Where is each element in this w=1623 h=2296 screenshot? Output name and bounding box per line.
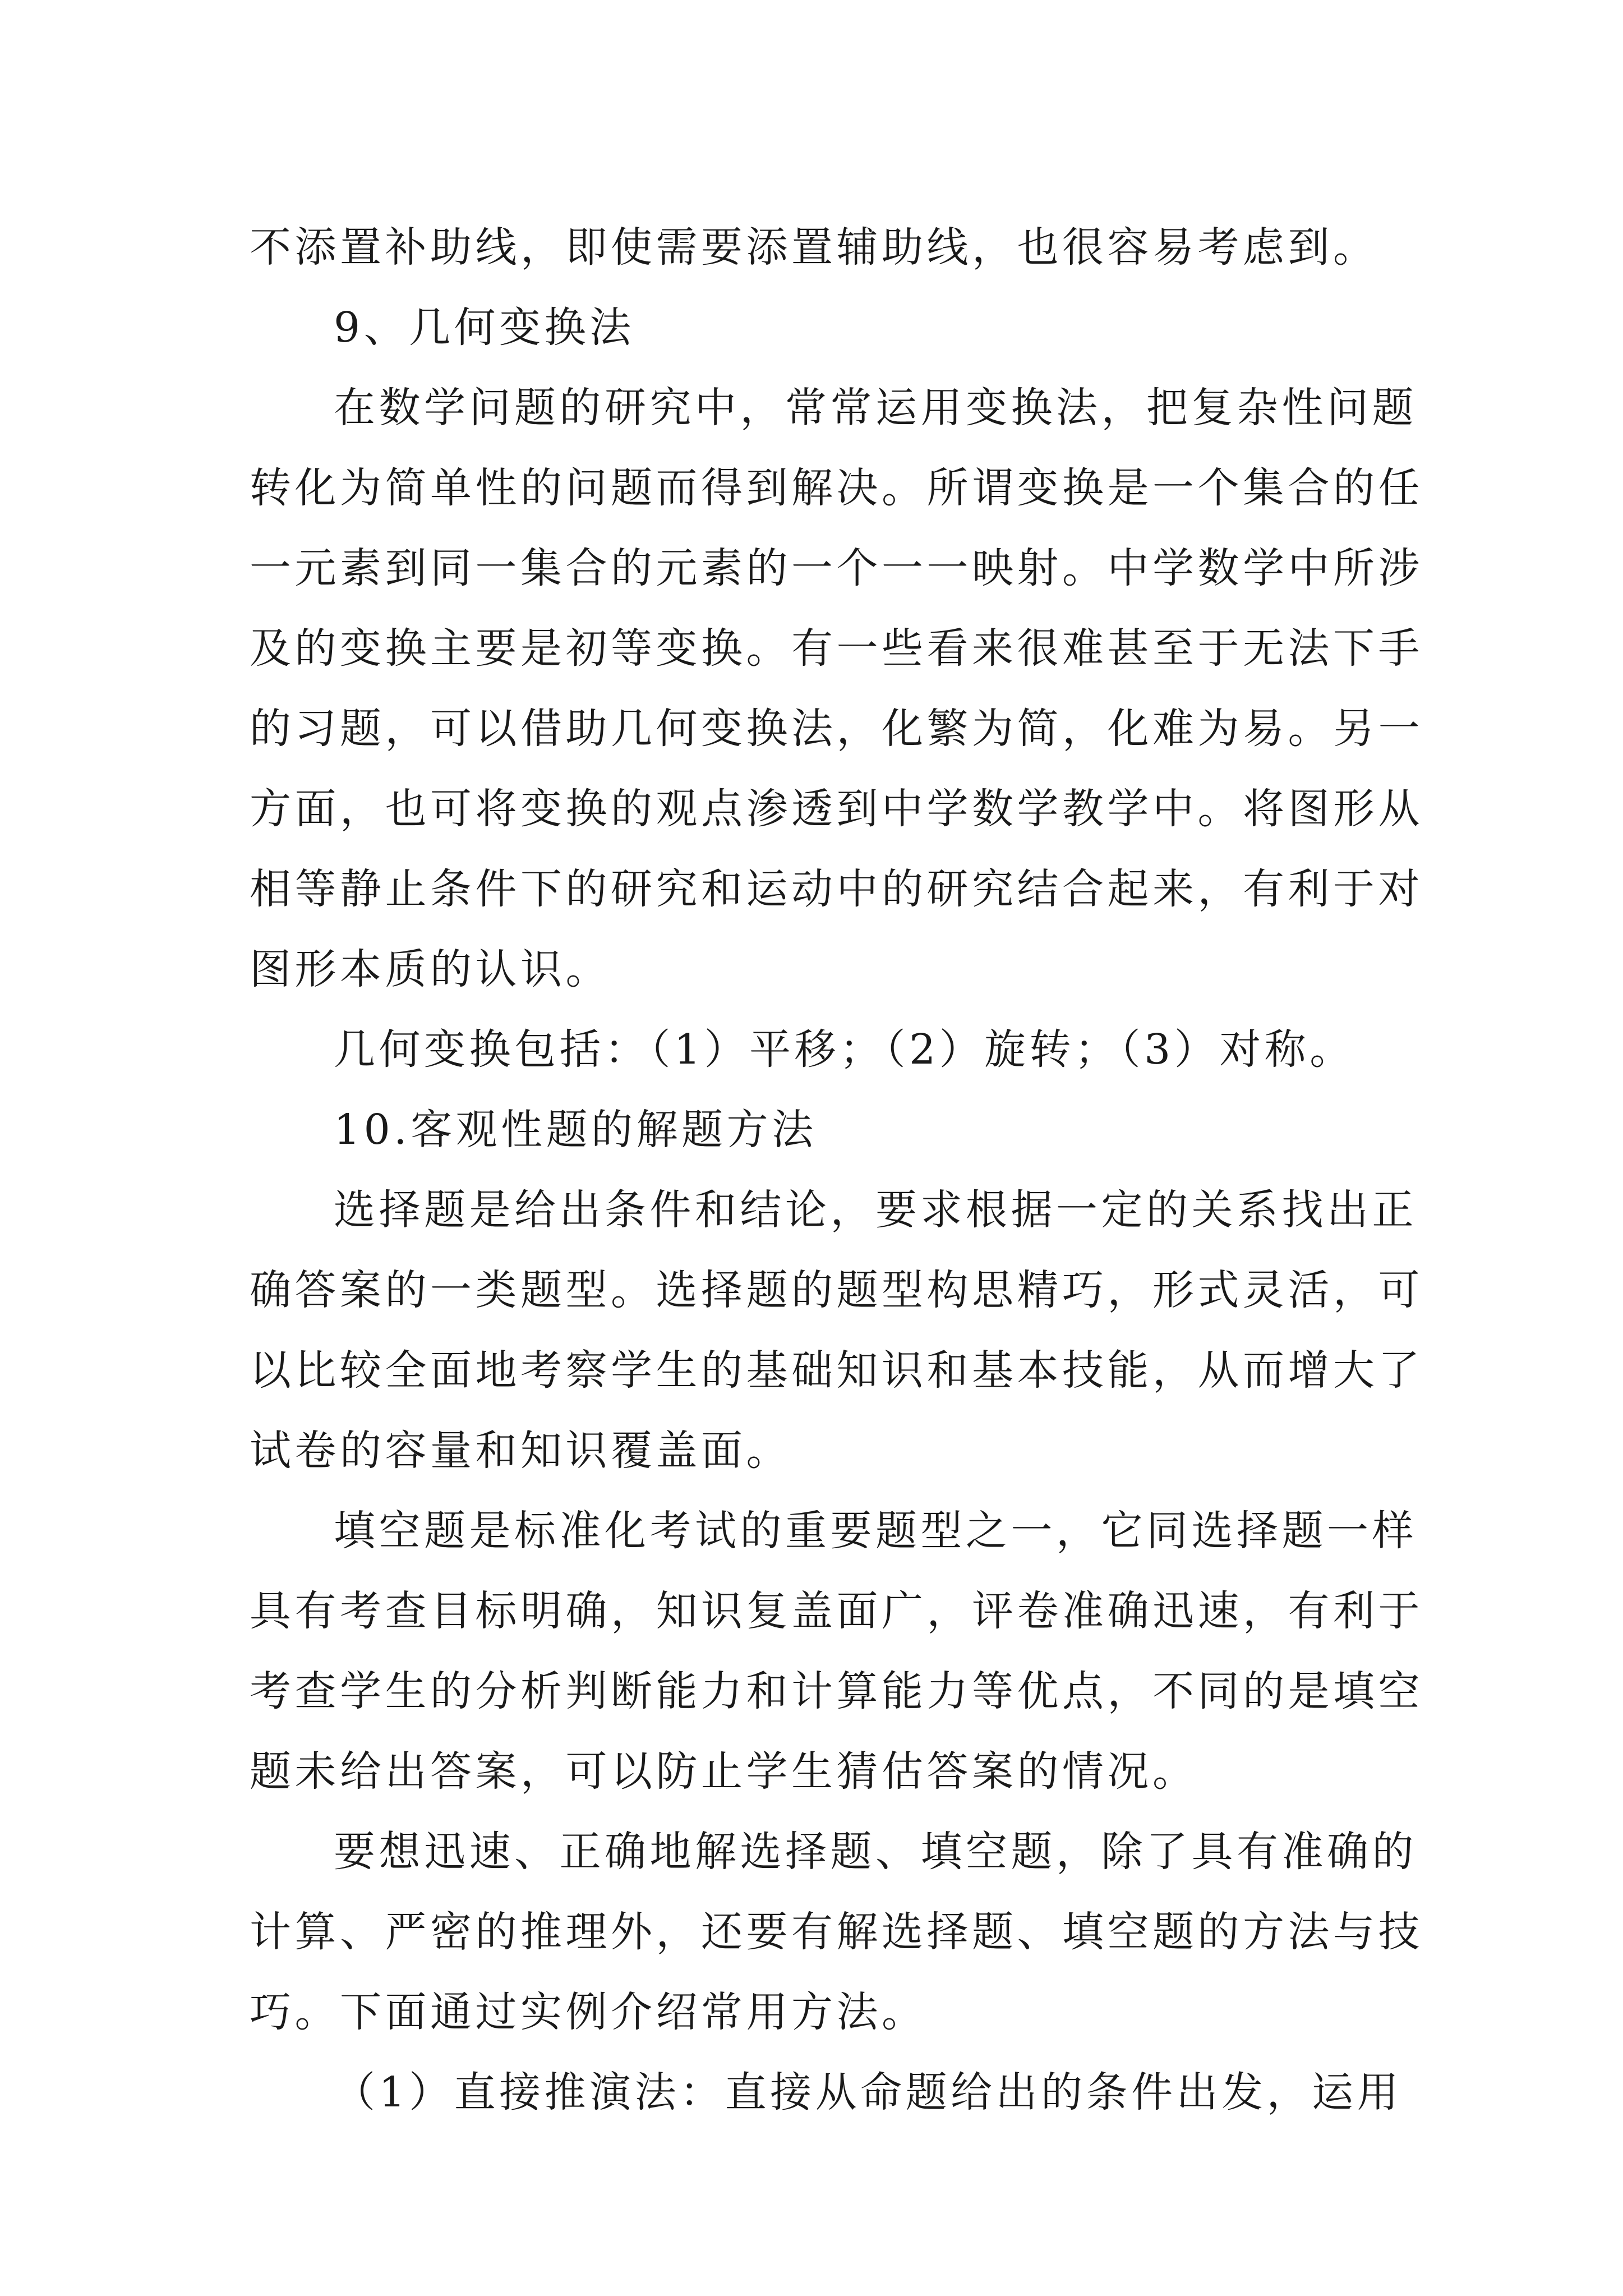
text-line: 考查学生的分析判断能力和计算能力等优点，不同的是填空 [250,1667,1423,1715]
text-line: 的习题，可以借助几何变换法，化繁为简，化难为易。另一 [250,705,1423,753]
text-line: 一元素到同一集合的元素的一个一一映射。中学数学中所涉 [250,544,1423,592]
section-heading: 9、几何变换法 [334,303,635,352]
paragraph-line: 在数学问题的研究中，常常运用变换法，把复杂性问题 [334,384,1417,432]
paragraph-line: 几何变换包括：（1）平移；（2）旋转；（3）对称。 [334,1025,1355,1074]
text-line: 相等静止条件下的研究和运动中的研究结合起来，有利于对 [250,865,1423,913]
text-line: 具有考查目标明确，知识复盖面广，评卷准确迅速，有利于 [250,1587,1423,1635]
text-line: 确答案的一类题型。选择题的题型构思精巧，形式灵活，可 [250,1266,1423,1314]
paragraph-line: 选择题是给出条件和结论，要求根据一定的关系找出正 [334,1186,1417,1234]
paragraph-line: 要想迅速、正确地解选择题、填空题，除了具有准确的 [334,1828,1417,1876]
text-line: 题未给出答案，可以防止学生猜估答案的情况。 [250,1747,1198,1796]
paragraph-line: 填空题是标准化考试的重要题型之一，它同选择题一样 [334,1507,1417,1555]
document-page [250,208,1423,2133]
text-line: 图形本质的认识。 [250,945,611,993]
text-line: 方面，也可将变换的观点渗透到中学数学教学中。将图形从 [250,785,1423,833]
text-line: 巧。下面通过实例介绍常用方法。 [250,1988,927,2036]
text-line: 以比较全面地考察学生的基础知识和基本技能，从而增大了 [250,1346,1423,1395]
section-heading: 10.客观性题的解题方法 [334,1106,817,1154]
text-line: 及的变换主要是初等变换。有一些看来很难甚至于无法下手 [250,624,1423,673]
paragraph-line: （1）直接推演法：直接从命题给出的条件出发，运用 [334,2068,1403,2116]
text-line: 计算、严密的推理外，还要有解选择题、填空题的方法与技 [250,1908,1423,1956]
text-line: 转化为简单性的问题而得到解决。所谓变换是一个集合的任 [250,464,1423,512]
text-line: 不添置补助线，即使需要添置辅助线，也很容易考虑到。 [250,223,1378,272]
text-line: 试卷的容量和知识覆盖面。 [250,1427,791,1475]
